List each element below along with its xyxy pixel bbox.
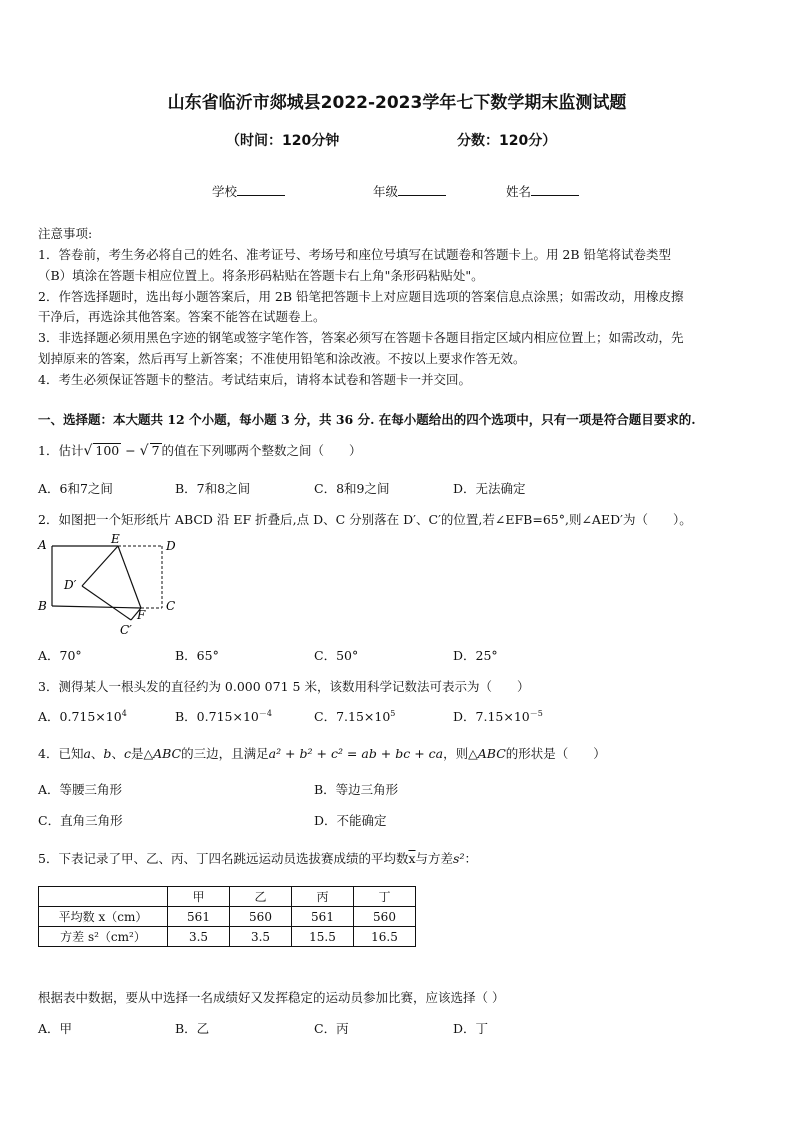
label-c: C <box>166 599 176 613</box>
q3-option-c-base: C．7.15×10 <box>314 709 391 724</box>
table-cell: 3.5 <box>230 927 292 947</box>
q3-option-b-exp: －4 <box>258 708 272 718</box>
q1-minus: − <box>121 443 140 458</box>
q3-option-d-base: D．7.15×10 <box>453 709 530 724</box>
exam-score: 分数：120分） <box>457 133 557 149</box>
label-d-prime: D′ <box>64 578 77 592</box>
q4-var-a: a <box>83 746 91 761</box>
q3-option-b[interactable] <box>175 707 272 725</box>
table-cell: 560 <box>230 907 292 927</box>
question-2: 2．如图把一个矩形纸片 ABCD 沿 EF 折叠后,点 D、C 分别落在 D′、C′的位置,若∠EFB=65°,则∠AED′为（ ）。 <box>38 512 692 527</box>
note-line: 2．作答选择题时，选出每小题答案后，用 2B 铅笔把答题卡上对应题目选项的答案信息点涂黑；如需改动，用橡皮擦 <box>38 289 684 304</box>
q2-option-b[interactable]: B．65° <box>175 648 219 663</box>
label-f: F <box>137 608 146 622</box>
question-4 <box>38 744 606 762</box>
table-header-cell: 乙 <box>230 887 292 907</box>
q5-text-1: 5．下表记录了甲、乙、丙、丁四名跳远运动员选拔赛成绩的平均数 <box>38 851 409 866</box>
q4-option-a[interactable]: A．等腰三角形 <box>38 782 123 797</box>
edge-ef <box>118 546 141 608</box>
q5-s2: s² <box>453 851 465 866</box>
q5-text-2: 与方差 <box>415 851 454 866</box>
q5-text-3: ： <box>464 851 477 866</box>
q2-option-d[interactable]: D．25° <box>453 648 498 663</box>
note-line: （B）填涂在答题卡相应位置上。将条形码粘贴在答题卡右上角"条形码粘贴处"。 <box>38 268 484 283</box>
table-cell: 561 <box>168 907 230 927</box>
table-cell: 3.5 <box>168 927 230 947</box>
q3-option-c-exp: 5 <box>390 708 396 718</box>
q3-option-a-exp: 4 <box>121 708 127 718</box>
grade-blank <box>398 183 446 196</box>
sqrt-icon: √ <box>139 443 149 459</box>
table-row <box>39 907 416 927</box>
table-cell: 16.5 <box>354 927 416 947</box>
edge-dpcp <box>82 586 131 620</box>
q5-option-b[interactable]: B．乙 <box>175 1021 210 1036</box>
edge-bf <box>52 606 141 608</box>
q1-option-c[interactable]: C．8和9之间 <box>314 481 390 496</box>
q4-text-2: 是 <box>130 746 144 761</box>
name-label: 姓名 <box>506 184 532 199</box>
question-1 <box>38 441 362 459</box>
edge-edp <box>82 546 118 586</box>
grade-field <box>373 182 446 200</box>
table-row <box>39 927 416 947</box>
grade-label: 年级 <box>373 184 399 199</box>
q1-radicand-2: 7 <box>151 443 160 458</box>
label-d: D <box>166 539 176 553</box>
note-line: 1．答卷前，考生务必将自己的姓名、准考证号、考场号和座位号填写在试题卷和答题卡上。用 2B 铅笔将试卷类型 <box>38 247 672 262</box>
q4-var-b: b <box>103 746 112 761</box>
q4-text-4: ，则 <box>443 746 469 761</box>
q4-triangle: △ABC <box>143 746 182 761</box>
table-cell: 560 <box>354 907 416 927</box>
q4-text-5: 的形状是（ ） <box>505 746 606 761</box>
q3-option-b-base: B．0.715×10 <box>175 709 259 724</box>
q5-follow: 根据表中数据，要从中选择一名成绩好又发挥稳定的运动员参加比赛，应该选择（ ） <box>38 990 505 1005</box>
q1-radicand-1: 100 <box>95 443 120 458</box>
question-3: 3．测得某人一根头发的直径约为 0.000 071 5 米，该数用科学记数法可表示为（ ） <box>38 679 530 694</box>
table-cell: 平均数 x（cm） <box>39 907 168 927</box>
q3-option-c[interactable] <box>314 707 395 725</box>
exam-title: 山东省临沂市郯城县2022-2023学年七下数学期末监测试题 <box>167 93 627 113</box>
name-blank <box>531 183 579 196</box>
table-cell: 15.5 <box>292 927 354 947</box>
q4-sep: 、 <box>90 746 104 761</box>
school-blank <box>237 183 285 196</box>
table-header-cell: 甲 <box>168 887 230 907</box>
q4-text-1: 4．已知 <box>38 746 84 761</box>
q5-table <box>38 886 416 947</box>
q5-option-d[interactable]: D．丁 <box>453 1021 489 1036</box>
label-c-prime: C′ <box>120 623 132 637</box>
q3-option-d-exp: －5 <box>529 708 543 718</box>
q4-var-c: c <box>123 746 131 761</box>
table-header-row <box>39 887 416 907</box>
note-line: 干净后，再选涂其他答案。答案不能答在试题卷上。 <box>38 309 326 324</box>
q4-text-3: 的三边，且满足 <box>181 746 269 761</box>
q2-figure <box>34 532 194 642</box>
q2-option-c[interactable]: C．50° <box>314 648 359 663</box>
note-line: 划掉原来的答案，然后再写上新答案；不准使用铅笔和涂改液。不按以上要求作答无效。 <box>38 351 526 366</box>
q2-option-a[interactable]: A．70° <box>38 648 82 663</box>
sqrt-icon: √ <box>83 443 93 459</box>
label-b: B <box>38 599 47 613</box>
q4-sep: 、 <box>111 746 124 761</box>
name-field <box>506 182 579 200</box>
q3-option-a[interactable] <box>38 707 127 725</box>
table-header-cell: 丁 <box>354 887 416 907</box>
question-5 <box>38 849 477 867</box>
q4-equation: a² + b² + c² = ab + bc + ca <box>268 746 444 761</box>
school-field <box>212 182 285 200</box>
note-line: 3．非选择题必须用黑色字迹的钢笔或签字笔作答，答案必须写在答题卡各题目指定区域内相应位置上；如需改动，先 <box>38 330 684 345</box>
q4-triangle: △ABC <box>468 746 506 761</box>
table-cell: 方差 s²（cm²） <box>39 927 168 947</box>
table-cell: 561 <box>292 907 354 927</box>
q1-option-d[interactable]: D．无法确定 <box>453 481 526 496</box>
school-label: 学校 <box>212 184 238 199</box>
table-header-cell <box>39 887 168 907</box>
note-line: 4．考生必须保证答题卡的整洁。考试结束后，请将本试卷和答题卡一并交回。 <box>38 372 471 387</box>
q3-option-a-base: A．0.715×10 <box>38 709 122 724</box>
q1-suffix: 的值在下列哪两个整数之间（ ） <box>161 443 362 458</box>
section-heading: 一、选择题：本大题共 12 个小题，每小题 3 分，共 36 分. 在每小题给出的四个选项中，只有一项是符合题目要求的. <box>38 412 696 427</box>
q1-option-b[interactable]: B．7和8之间 <box>175 481 251 496</box>
table-header-cell: 丙 <box>292 887 354 907</box>
label-e: E <box>111 532 120 546</box>
label-a: A <box>38 538 47 552</box>
q5-xbar: $\overline{x}$ <box>408 851 416 866</box>
q3-option-d[interactable] <box>453 707 543 725</box>
q1-option-a[interactable]: A．6和7之间 <box>38 481 113 496</box>
exam-time: （时间：120分钟 <box>226 133 340 149</box>
q4-option-c[interactable]: C．直角三角形 <box>38 813 123 828</box>
q5-option-a[interactable]: A．甲 <box>38 1021 73 1036</box>
q1-prefix: 1．估计 <box>38 443 84 458</box>
q5-option-c[interactable]: C．丙 <box>314 1021 349 1036</box>
q4-option-b[interactable]: B．等边三角形 <box>314 782 399 797</box>
notes-heading: 注意事项: <box>38 226 93 241</box>
q4-option-d[interactable]: D．不能确定 <box>314 813 387 828</box>
